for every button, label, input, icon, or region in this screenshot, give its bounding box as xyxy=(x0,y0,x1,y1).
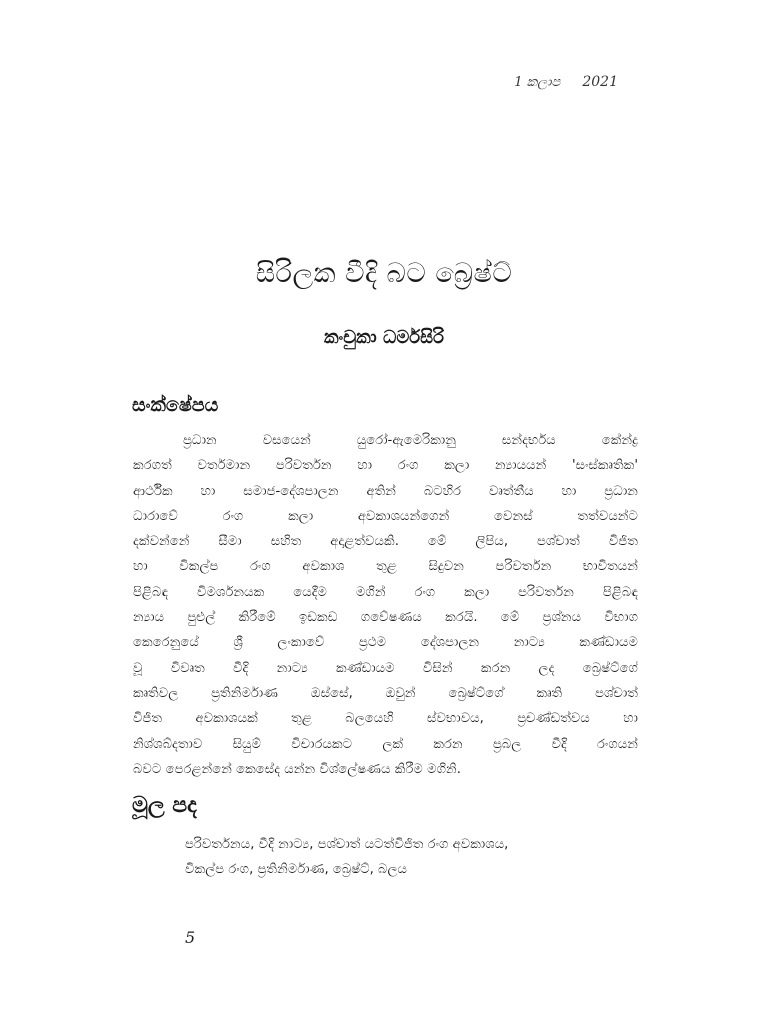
abstract-line: දක්වන්නේ සීමා සහිත අදාළත්වයකි. මේ ලිපිය, පශ්චාත් විජිත xyxy=(133,534,638,550)
abstract-heading: සංක්ෂේපය xyxy=(132,394,219,416)
volume-label: 1 කලාප xyxy=(514,75,561,90)
keywords-body xyxy=(185,832,655,882)
keywords-line: පරිවර්තනය, වීදි නාට්‍ය, පශ්චාත් යටත්විජිත රංග අවකාශය, xyxy=(185,837,509,852)
abstract-line: කෙරෙනුයේ ශ්‍රී ලංකාවේ ප්‍රථම දේශපාලන නාට්‍ය කණ්ඩායම xyxy=(133,635,638,651)
abstract-line: විජිත අවකාශයක් තුළ බලයෙහි ස්වභාවය, ප්‍රචණ්ඩත්වය හා xyxy=(133,711,638,727)
abstract-line: කෘතිවල ප්‍රතිනිර්මාණ ඔස්සේ, ඔවුන් බ්‍රෙෂ්ට්ගේ කෘති පශ්චාත් xyxy=(133,685,638,701)
abstract-line: ආර්ථික හා සමාජ-දේශපාලන අතින් බටහිර වෘත්තීය හා ප්‍රධාන xyxy=(133,483,638,499)
article-title: සිරිලක වීදි බට බ්‍රෙෂ්ට් xyxy=(255,258,513,289)
page-number: 5 xyxy=(185,928,196,947)
keywords-line: විකල්ප රංග, ප්‍රතිනිර්මාණ, බ්‍රෙෂ්ට්, බලය xyxy=(185,862,407,877)
abstract-line: කරගත් වර්තමාන පරිවර්තන හා රංග කලා න්‍යායයන් 'සංස්කෘතික' xyxy=(133,458,638,474)
abstract-body xyxy=(133,428,638,782)
keywords-heading: මූල පද xyxy=(132,793,197,818)
abstract-line: බවට පෙරළන්නේ කෙසේද යන්න විශ්ලේෂණය කිරීම මගිනි. xyxy=(133,761,461,777)
running-header xyxy=(514,74,618,90)
abstract-line: න්‍යාය පුළුල් කිරීමේ ඉඩකඩ ගවේෂණය කරයි. මේ ප්‍රශ්නය විභාග xyxy=(133,610,638,626)
article-author: කංචුකා ධර්මසිරි xyxy=(324,327,444,348)
year-label: 2021 xyxy=(582,74,618,90)
abstract-line: පිළිබඳ විමර්ශනයක යෙදීම මගින් රංග කලා පරිවර්තන පිළිබඳ xyxy=(133,584,638,600)
abstract-line: හා විකල්ප රංග අවකාශ තුළ සිදුවන පරිවර්තන භාවිතයන් xyxy=(133,559,638,575)
abstract-line: ධාරාවේ රංග කලා අවකාශයන්ගෙන් වෙනස් තත්වයන්ට xyxy=(133,508,638,524)
abstract-line: වූ විවෘත වීදි නාට්‍ය කණ්ඩායම විසින් කරන ලද බ්‍රෙෂ්ට්ගේ xyxy=(133,660,638,676)
abstract-line: ප්‍රධාන වසයෙන් යුරෝ-ඇමෙරිකානු සන්දර්භය කේන්ද්‍ර xyxy=(183,433,638,448)
abstract-line: නිශ්ශබ්දතාව සියුම් විචාරයකට ලක් කරන ප්‍රබල වීදි රංගයන් xyxy=(133,736,638,752)
